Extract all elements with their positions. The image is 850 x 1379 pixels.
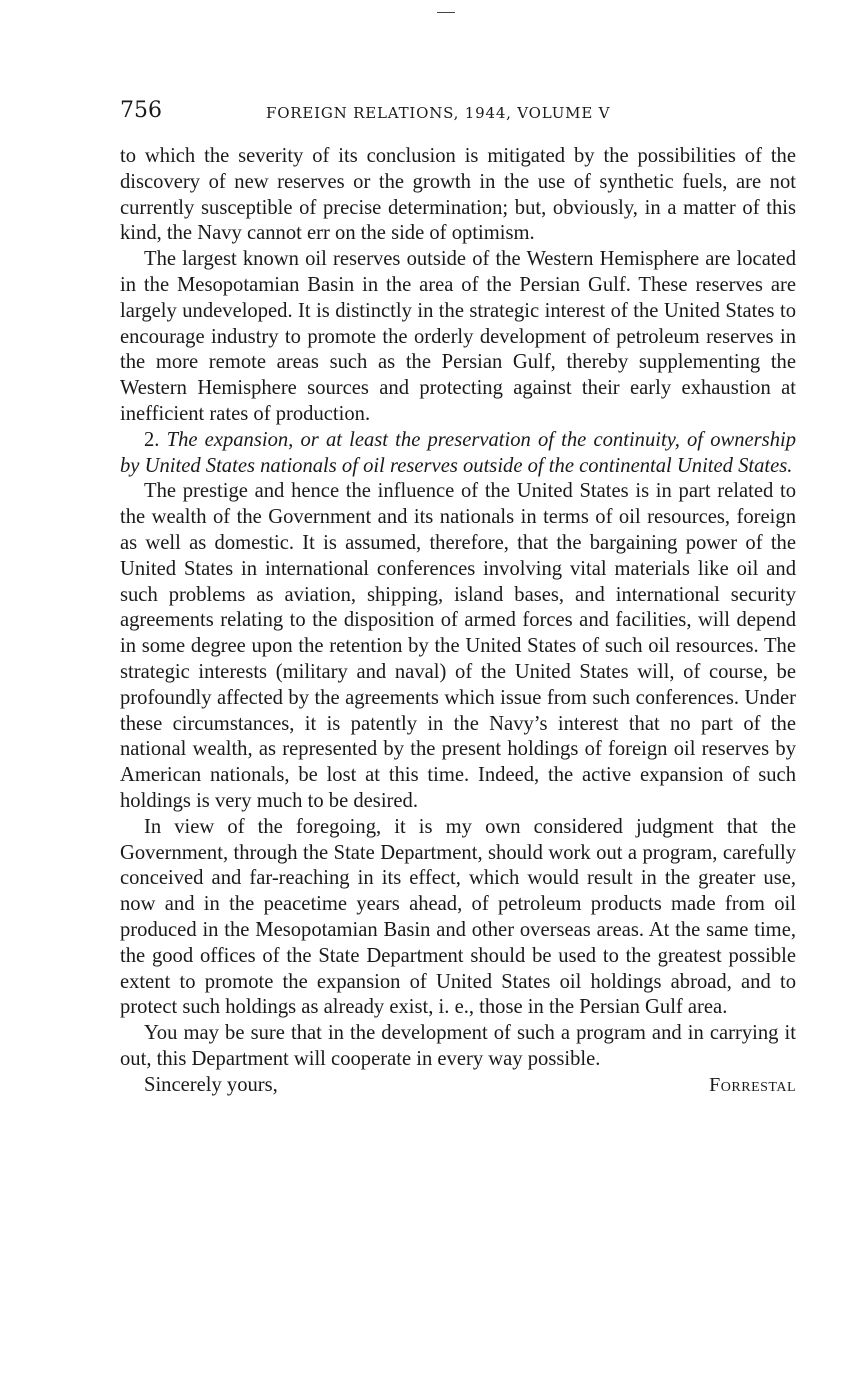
section-heading-text: The expansion, or at least the preservation of the continuity, of ownership by United States nationals of oil reserves outside of the continental United States. (120, 428, 797, 477)
paragraph-persian-gulf-reserves: The largest known oil reserves outside of the Western Hemisphere are located in the Mesopotamian Basin in the area of the Persian Gulf. These reserves are largely undeveloped. It is distinctly in the strategic interest of the United States to encourage industry to promote the orderly development of petroleum reserves in the more remote areas such as the Persian Gulf, thereby supplementing the Western Hemisphere sources and protecting against their early exhaustion at inefficient rates of production. (120, 248, 796, 425)
salutation: Sincerely yours, (144, 1073, 278, 1096)
running-title: FOREIGN RELATIONS, 1944, VOLUME V (266, 104, 611, 122)
paragraph-cooperation: You may be sure that in the development of such a program and in carrying it out, this Department will cooperate in every way possible. (120, 1022, 796, 1070)
section-heading-2 (120, 428, 796, 480)
paragraph-foregoing: In view of the foregoing, it is my own considered judgment that the Government, through the State Department, should work out a program, carefully conceived and far-reaching in its effect, which would result in the greater use, now and in the peacetime years ahead, of petroleum products made from oil produced in the Mesopotamian Basin and other overseas areas. At the same time, the good offices of the State Department should be used to the greatest possible extent to promote the expansion of United States oil holdings abroad, and to protect such holdings as already exist, i. e., those in the Persian Gulf area. (120, 815, 796, 1019)
letter-closing (120, 1073, 796, 1099)
page-number: 756 (120, 98, 162, 123)
section-number: 2. (144, 428, 160, 451)
paragraph-prestige: The prestige and hence the influence of the United States is in part related to the wealth of the Government and its nationals in terms of oil resources, foreign as well as domestic. It is assumed, therefore, that the bargaining power of the United States in international conferences involving vital materials like oil and such problems as aviation, shipping, island bases, and international security agreements relating to the disposition of armed forces and facilities, will depend in some degree upon the retention by the United States of such oil resources. The strategic interests (military and naval) of the United States will, of course, be profoundly affected by the agreements which issue from such conferences. Under these circumstances, it is patently in the Navy’s interest that no part of the national wealth, as represented by the present holdings of foreign oil reserves by American nationals, be lost at this time. Indeed, the active expansion of such holdings is very much to be desired. (120, 480, 796, 812)
top-dash-mark (437, 12, 455, 13)
paragraph-continued: to which the severity of its conclusion is mitigated by the possibilities of the discovery of new reserves or the growth in the use of synthetic fuels, are not currently susceptible of precise determination; but, obviously, in a matter of this kind, the Navy cannot err on the side of optimism. (120, 145, 796, 245)
running-head (120, 96, 800, 126)
signature: Forrestal (709, 1073, 796, 1096)
body-text (120, 144, 796, 1099)
